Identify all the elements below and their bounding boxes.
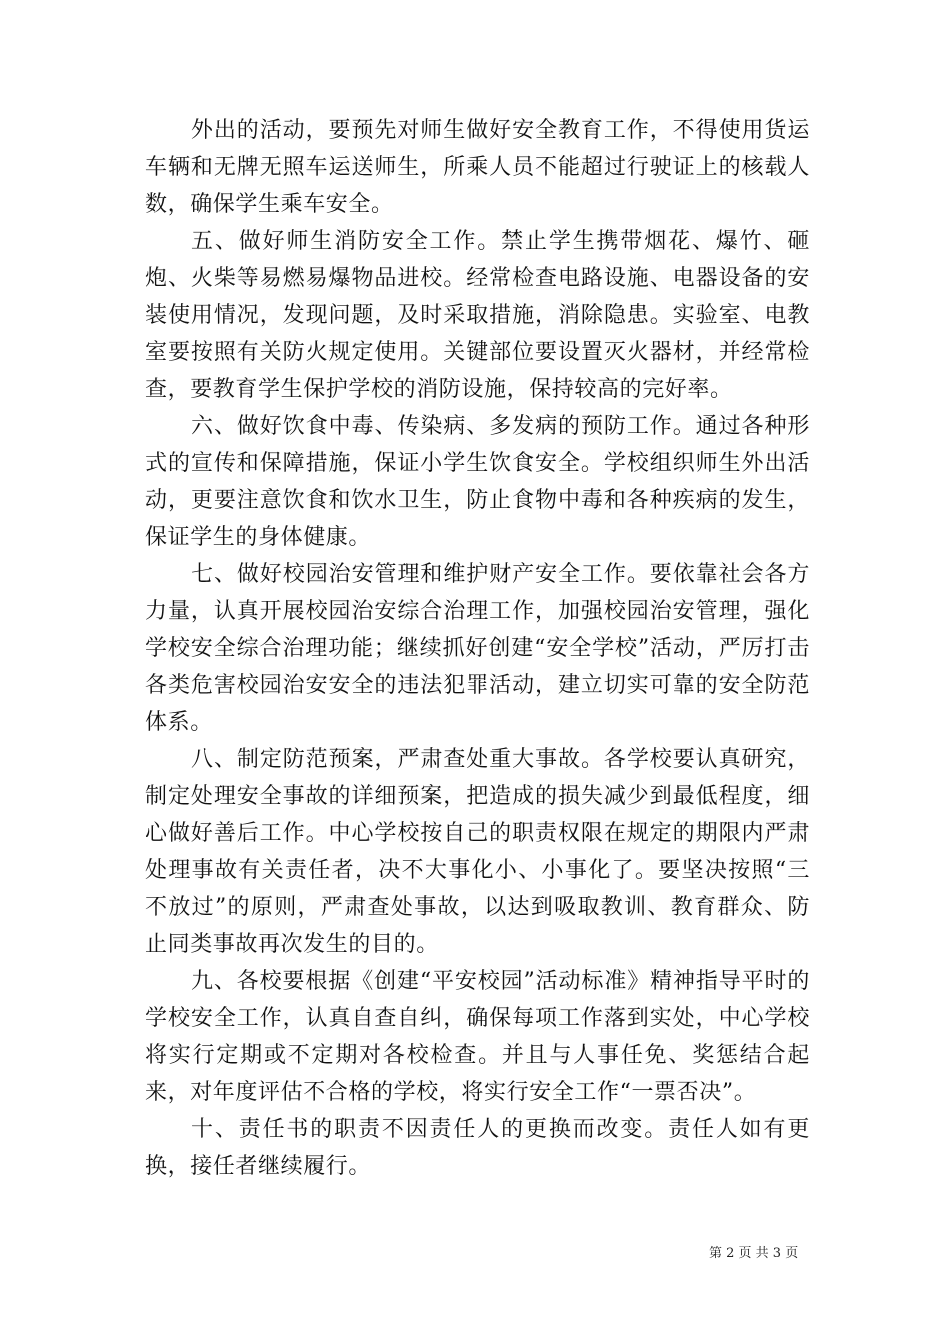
paragraph-food-safety: 六、做好饮食中毒、传染病、多发病的预防工作。通过各种形式的宣传和保障措施，保证小学生饮食安全。学校组织师生外出活动，更要注意饮食和饮水卫生，防止食物中毒和各种疾病的发生，保证学生的身体健康。 [145,414,810,550]
page-number-footer: 第 2 页 共 3 页 [709,1246,799,1261]
paragraph-continuation: 外出的活动，要预先对师生做好安全教育工作，不得使用货运车辆和无牌无照车运送师生，所乘人员不能超过行驶证上的核载人数，确保学生乘车安全。 [145,118,810,217]
paragraph-standards: 九、各校要根据《创建“平安校园”活动标准》精神指导平时的学校安全工作，认真自查自纠，确保每项工作落到实处，中心学校将实行定期或不定期对各校检查。并且与人事任免、奖惩结合起来，对年度评估不合格的学校，将实行安全工作“一票否决”。 [145,969,810,1105]
paragraph-responsibility: 十、责任书的职责不因责任人的更换而改变。责任人如有更换，接任者继续履行。 [145,1117,810,1179]
document-body [145,112,810,1185]
paragraph-campus-security: 七、做好校园治安管理和维护财产安全工作。要依靠社会各方力量，认真开展校园治安综合治理工作，加强校园治安管理，强化学校安全综合治理功能；继续抓好创建“安全学校”活动，严厉打击各类危害校园治安安全的违法犯罪活动，建立切实可靠的安全防范体系。 [145,562,810,735]
paragraph-fire-safety: 五、做好师生消防安全工作。禁止学生携带烟花、爆竹、砸炮、火柴等易燃易爆物品进校。经常检查电路设施、电器设备的安装使用情况，发现问题，及时采取措施，消除隐患。实验室、电教室要按照有关防火规定使用。关键部位要设置灭火器材，并经常检查，要教育学生保护学校的消防设施，保持较高的完好率。 [145,229,810,402]
paragraph-accident-handling: 八、制定防范预案，严肃查处重大事故。各学校要认真研究，制定处理安全事故的详细预案，把造成的损失减少到最低程度，细心做好善后工作。中心学校按自己的职责权限在规定的期限内严肃处理事故有关责任者，决不大事化小、小事化了。要坚决按照“三不放过”的原则，严肃查处事故，以达到吸取教训、教育群众、防止同类事故再次发生的目的。 [145,747,810,957]
